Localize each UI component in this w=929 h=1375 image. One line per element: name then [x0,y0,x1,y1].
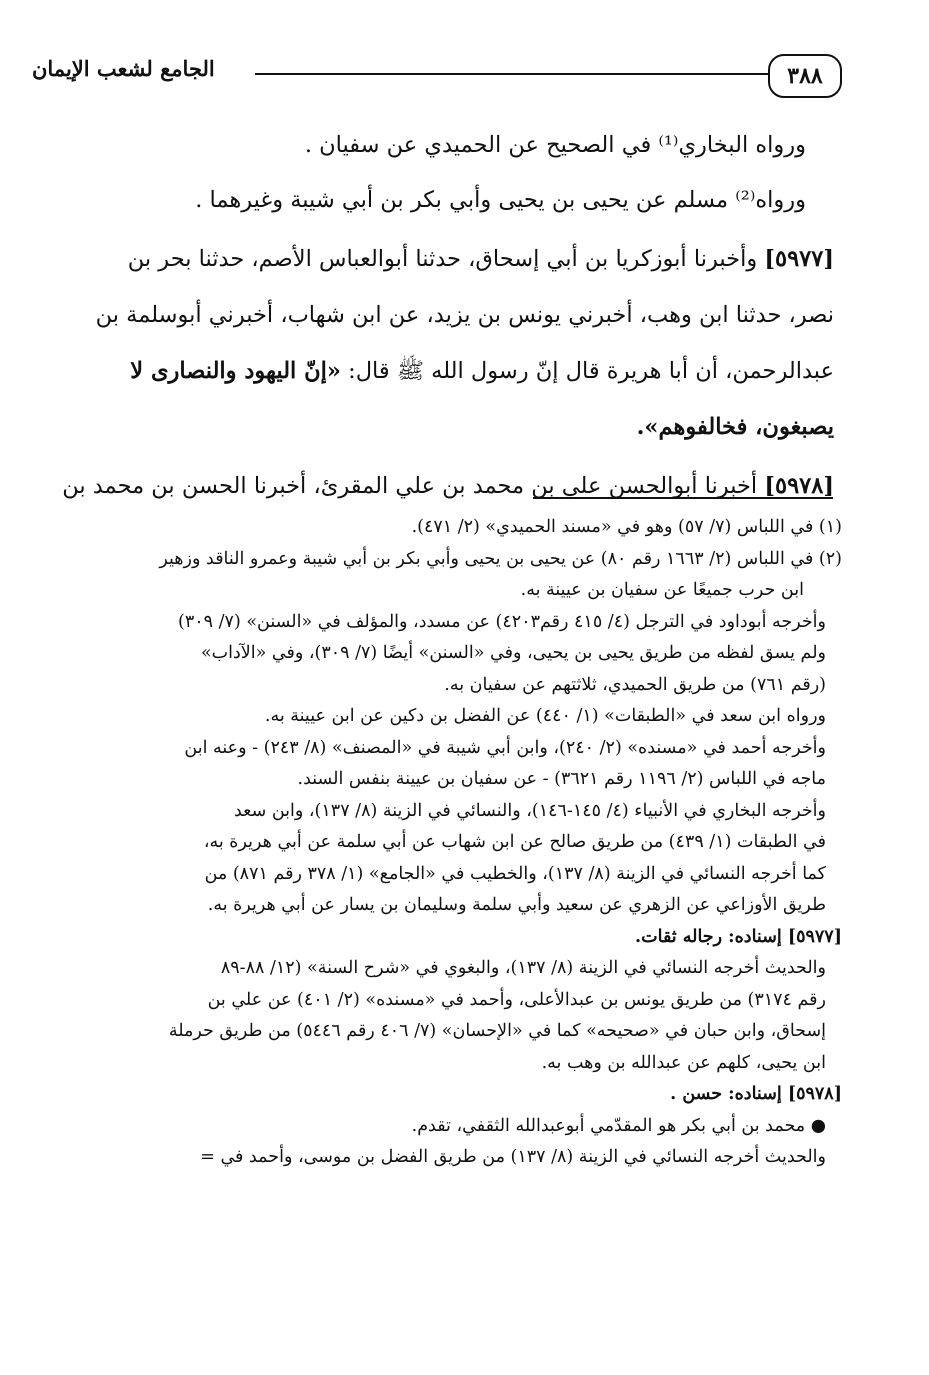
header-rule [255,73,768,75]
hadith-text: عبدالرحمن، أن أبا هريرة قال إنّ رسول الله ﷺ قال: [348,358,834,384]
takhrij-bukhari-cont: في الطبقات (١/ ٤٣٩) من طريق صالح عن ابن شهاب عن أبي سلمة عن أبي هريرة به، [203,832,826,852]
footnote-1: (١) في اللباس (٧/ ٥٧) وهو في «مسند الحميدي» (٢/ ٤٧١). [411,517,842,537]
takhrij-nasai: كما أخرجه النسائي في الزينة (٨/ ١٣٧)، والخطيب في «الجامع» (١/ ٣٧٨ رقم ٨٧١) من [204,863,826,884]
footnote-rule [533,497,833,499]
takhrij-abudawud-cont: (رقم ٧٦١) من طريق الحميدي، ثلاثتهم عن سفيان به. [444,674,826,695]
isnad-5978: [٥٩٧٨] إسناده: حسن . [670,1084,842,1104]
takhrij-abudawud-cont: ولم يسق لفظه من طريق يحيى بن يحيى، وفي «السنن» أيضًا (٧/ ٣٠٩)، وفي «الآداب» [200,643,826,663]
hadith-takhrij-cont: إسحاق، وابن حبان في «صحيحه» كما في «الإحسان» (٧/ ٤٠٦ رقم ٥٤٤٦) من طريق حرملة [168,1021,826,1041]
takhrij-ahmad-cont: ماجه في اللباس (٢/ ١١٩٦ رقم ٣٦٢١) - عن سفيان بن عيينة بنفس السند. [297,769,826,789]
hadith-5977 [56,231,834,455]
hadith-takhrij-cont: رقم ٣١٧٤) من طريق يونس بن عبدالأعلى، وأحمد في «مسنده» (٢/ ٤٠١) عن علي بن [207,989,826,1010]
hadith-matn: «إنّ اليهود والنصارى لا [130,358,341,384]
footnote-2: (٢) في اللباس (٢/ ١٦٦٣ رقم ٨٠) عن يحيى بن يحيى وأبي بكر بن أبي شيبة وعمرو الناقد وزهير [159,548,842,569]
narration-muslim: ورواه⁽²⁾ مسلم عن يحيى بن يحيى وأبي بكر بن أبي شيبة وغيرهما . [195,187,806,213]
takhrij-ibnsaad: ورواه ابن سعد في «الطبقات» (١/ ٤٤٠) عن الفضل بن دكين عن ابن عيينة به. [264,706,826,726]
takhrij-ahmad: وأخرجه أحمد في «مسنده» (٢/ ٢٤٠)، وابن أبي شيبة في «المصنف» (٨/ ٢٤٣) - وعنه ابن [184,737,826,758]
hadith-matn: يصبغون، فخالفوهم». [636,414,834,440]
hadith-text: وأخبرنا أبوزكريا بن أبي إسحاق، حدثنا أبوالعباس الأصم، حدثنا بحر بن [127,246,758,272]
hadith-takhrij-cont: ابن يحيى، كلهم عن عبدالله بن وهب به. [541,1052,826,1073]
narrator-note: ● محمد بن أبي بكر هو المقدّمي أبوعبدالله الثقفي، تقدم. [411,1115,826,1136]
main-text [56,118,834,514]
hadith-takhrij-5978: والحديث أخرجه النسائي في الزينة (٨/ ١٣٧) من طريق الفضل بن موسى، وأحمد في = [200,1147,826,1167]
takhrij-abudawud: وأخرجه أبوداود في الترجل (٤/ ٤١٥ رقم٤٢٠٣) عن مسدد، والمؤلف في «السنن» (٧/ ٣٠٩) [178,611,826,632]
book-title: الجامع لشعب الإيمان [32,56,215,81]
footnotes [36,512,842,1174]
takhrij-nasai-cont: طريق الأوزاعي عن الزهري عن سعيد وأبي سلمة وسليمان بن يسار عن أبي هريرة به. [207,895,826,915]
hadith-number: [٥٩٧٧] [764,246,834,272]
hadith-takhrij: والحديث أخرجه النسائي في الزينة (٨/ ١٣٧)، والبغوي في «شرح السنة» (١٢/ ٨٨-٨٩ [220,958,826,978]
hadith-5978 [56,458,834,514]
isnad-5977: [٥٩٧٧] إسناده: رجاله ثقات. [635,926,842,947]
hadith-text: أخبرنا أبوالحسن علي بن محمد بن علي المقرئ، أخبرنا الحسن بن محمد بن [62,473,758,499]
hadith-text: نصر، حدثنا ابن وهب، أخبرني يونس بن يزيد، عن ابن شهاب، أخبرني أبوسلمة بن [95,302,834,328]
hadith-number: [٥٩٧٨] [764,473,834,499]
narration-bukhari: ورواه البخاري⁽¹⁾ في الصحيح عن الحميدي عن سفيان . [304,132,806,158]
takhrij-bukhari: وأخرجه البخاري في الأنبياء (٤/ ١٤٥-١٤٦)، والنسائي في الزينة (٨/ ١٣٧)، وابن سعد [233,800,826,821]
page-number-badge: ٣٨٨ [768,54,842,98]
page-header [30,42,842,104]
footnote-2-cont: ابن حرب جميعًا عن سفيان بن عيينة به. [520,580,804,600]
